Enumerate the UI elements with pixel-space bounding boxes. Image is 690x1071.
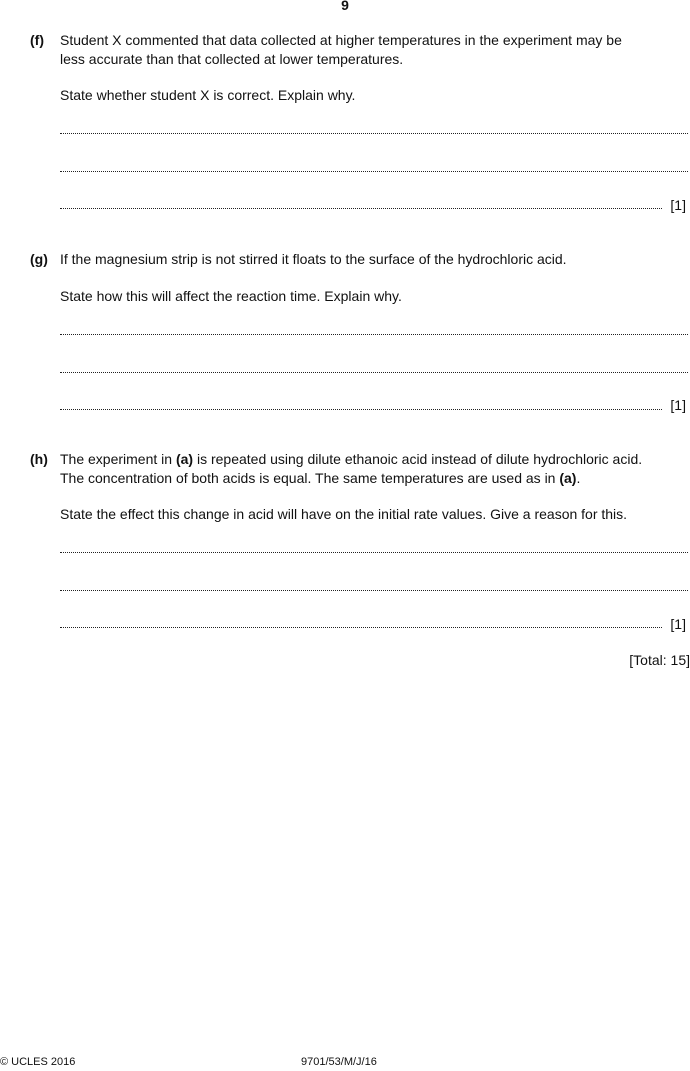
answer-line-f-1[interactable]: [60, 132, 688, 134]
answer-line-f-3[interactable]: [60, 207, 662, 209]
question-h-line-2-end: .: [576, 470, 581, 486]
question-h-line-2-start: The concentration of both acids is equal. The same temperatures are used as in: [60, 470, 560, 486]
page-number: 9: [341, 0, 349, 13]
mark-g: [1]: [670, 397, 686, 413]
answer-line-g-1[interactable]: [60, 333, 688, 335]
question-label-g: (g): [30, 251, 48, 267]
answer-line-h-1[interactable]: [60, 551, 688, 553]
answer-line-f-2[interactable]: [60, 170, 688, 172]
total-marks: [Total: 15]: [629, 652, 690, 668]
question-f-text-line-2: less accurate than that collected at lower temperatures.: [60, 51, 404, 67]
question-label-f: (f): [30, 32, 44, 48]
question-g-instruction: State how this will affect the reaction time. Explain why.: [60, 288, 402, 304]
question-h-line-1-ref: (a): [175, 451, 194, 467]
question-f-instruction: State whether student X is correct. Explain why.: [60, 87, 356, 103]
question-label-h: (h): [30, 451, 48, 467]
answer-line-g-2[interactable]: [60, 371, 688, 373]
footer-copyright: © UCLES 2016: [0, 1056, 76, 1068]
question-h-line-2-ref: (a): [559, 470, 577, 486]
question-h-text-line-1: [60, 451, 642, 467]
answer-line-g-3[interactable]: [60, 408, 662, 410]
mark-f: [1]: [670, 197, 686, 213]
answer-line-h-2[interactable]: [60, 589, 688, 591]
question-h-text-line-2: [60, 470, 580, 486]
question-f-text-line-1: Student X commented that data collected at higher temperatures in the experiment may be: [60, 32, 622, 48]
question-h-line-1-start: The experiment in: [60, 451, 176, 467]
mark-h: [1]: [670, 616, 686, 632]
question-h-instruction: State the effect this change in acid will have on the initial rate values. Give a reason for this.: [60, 506, 628, 522]
answer-line-h-3[interactable]: [60, 626, 662, 628]
question-g-text-line-1: If the magnesium strip is not stirred it floats to the surface of the hydrochloric acid.: [60, 251, 567, 267]
footer-paper-code: 9701/53/M/J/16: [301, 1056, 377, 1068]
question-h-line-1-end: is repeated using dilute ethanoic acid instead of dilute hydrochloric acid.: [193, 451, 643, 467]
